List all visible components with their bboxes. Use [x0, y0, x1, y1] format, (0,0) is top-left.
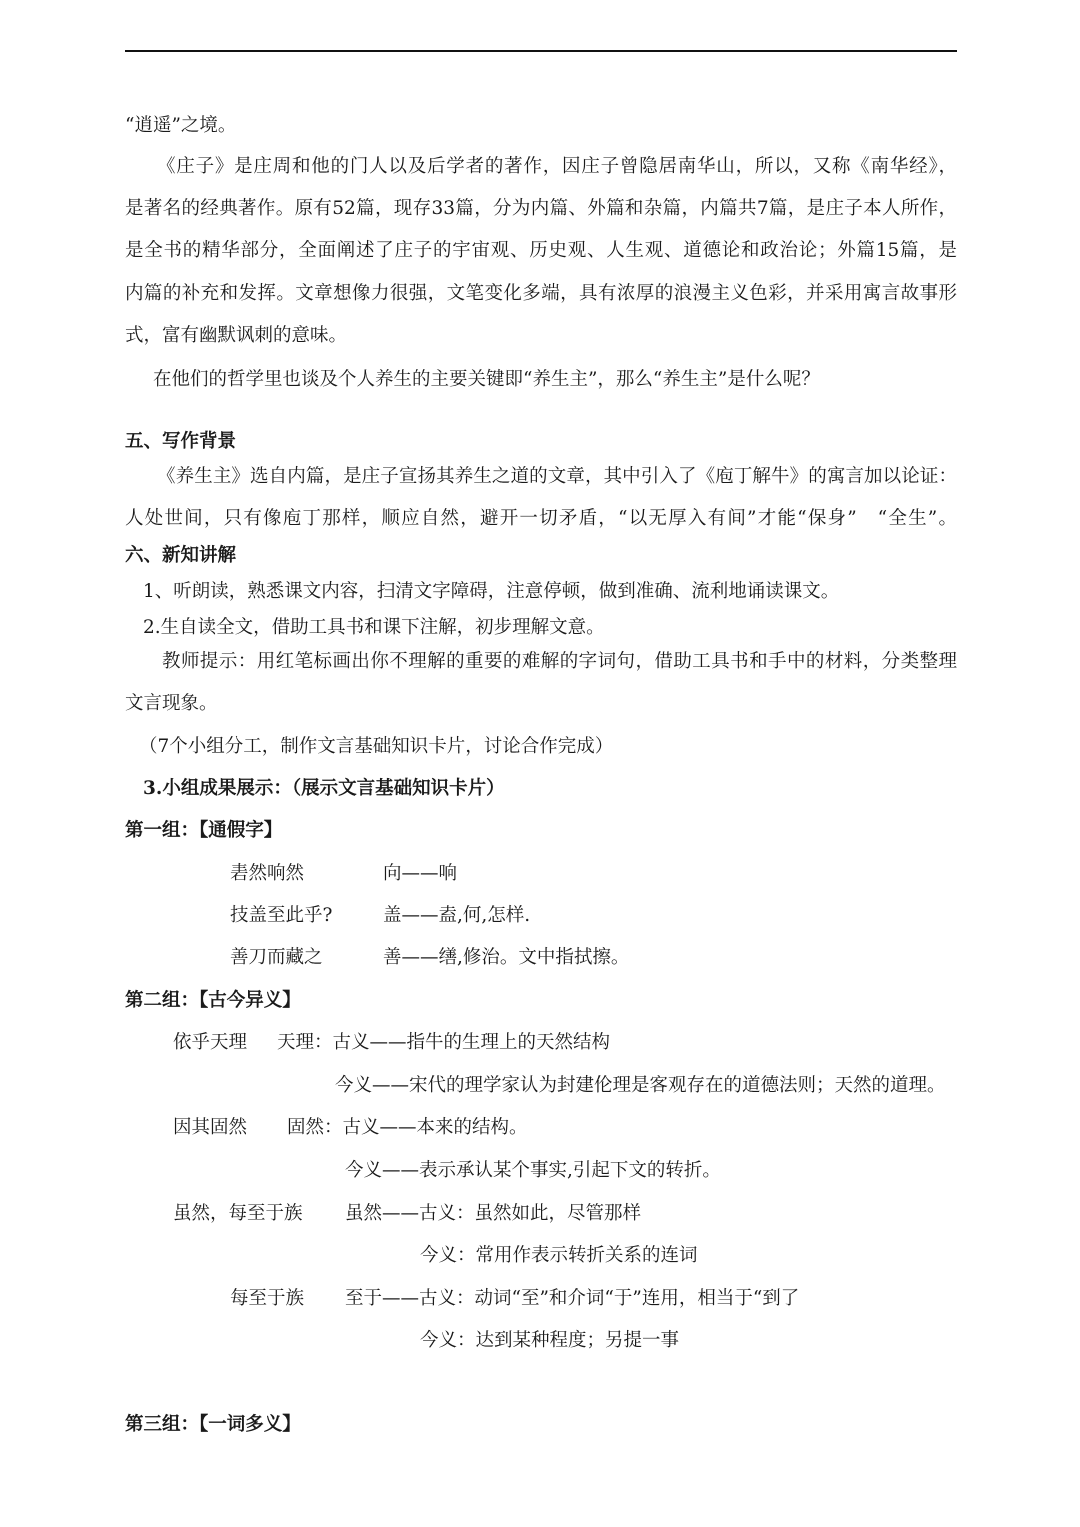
section5-heading: 五、写作背景 — [125, 431, 237, 452]
group2-term: 因其固然 — [173, 1117, 248, 1138]
intro-question: 在他们的哲学里也谈及个人养生的主要关键即“养生主”，那么“养生主”是什么呢？ — [153, 369, 820, 390]
group2-term: 依乎天理 — [173, 1032, 248, 1053]
section5-line: 人处世间，只有像庖丁那样，顺应自然，避开一切矛盾，“以无厚入有间”才能“保身” “全生”。 — [125, 508, 957, 529]
intro-paragraph-line: 《庄子》是庄周和他的门人以及后学者的著作，因庄子曾隐居南华山，所以，又称《南华经》， — [157, 156, 957, 177]
group1-definition: 盖——盍,何,怎样. — [383, 905, 531, 926]
intro-paragraph-line: 式，富有幽默讽刺的意味。 — [125, 325, 348, 346]
group1-definition: 向——响 — [383, 863, 458, 884]
group2-heading: 第二组：【古今异义】 — [125, 990, 301, 1011]
teacher-tip-line: 文言现象。 — [125, 693, 218, 714]
group2-ancient-meaning: 至于——古义：动词“至”和介词“于”连用，相当于“到了 — [345, 1288, 800, 1309]
group1-definition: 善——缮,修治。文中指拭擦。 — [383, 947, 630, 968]
group1-term: 技盖至此乎? — [230, 905, 333, 926]
group1-term: 砉然响然 — [230, 863, 305, 884]
teacher-tip-line: 教师提示：用红笔标画出你不理解的重要的难解的字词句，借助工具书和手中的材料，分类整理 — [162, 651, 957, 672]
section6-item3: 3.小组成果展示：（展示文言基础知识卡片） — [143, 778, 505, 799]
intro-paragraph-line: 内篇的补充和发挥。文章想像力很强，文笔变化多端，具有浓厚的浪漫主义色彩，并采用寓言故事形 — [125, 283, 957, 304]
section6-item1: 1、听朗读，熟悉课文内容，扫清文字障碍，注意停顿，做到准确、流利地诵读课文。 — [143, 581, 840, 602]
intro-line: “逍遥”之境。 — [125, 115, 237, 136]
section6-heading: 六、新知讲解 — [125, 545, 237, 566]
group2-modern-meaning: 今义：常用作表示转折关系的连词 — [420, 1245, 698, 1266]
group2-modern-meaning: 今义——表示承认某个事实,引起下文的转折。 — [345, 1160, 721, 1181]
group2-term: 虽然，每至于族 — [173, 1203, 303, 1224]
group2-ancient-meaning: 固然：古义——本来的结构。 — [287, 1117, 528, 1138]
section6-item2: 2.生自读全文，借助工具书和课下注解，初步理解文意。 — [143, 617, 605, 638]
group2-term: 每至于族 — [230, 1288, 305, 1309]
intro-paragraph-line: 是全书的精华部分，全面阐述了庄子的宇宙观、历史观、人生观、道德论和政治论；外篇15篇，是 — [125, 240, 957, 261]
group-note: （7个小组分工，制作文言基础知识卡片，讨论合作完成） — [139, 736, 614, 757]
group1-term: 善刀而藏之 — [230, 947, 323, 968]
group2-ancient-meaning: 虽然——古义：虽然如此，尽管那样 — [345, 1203, 642, 1224]
group2-ancient-meaning: 天理：古义——指牛的生理上的天然结构 — [277, 1032, 611, 1053]
group1-heading: 第一组：【通假字】 — [125, 820, 283, 841]
group2-modern-meaning: 今义：达到某种程度；另提一事 — [420, 1330, 680, 1351]
intro-paragraph-line: 是著名的经典著作。原有52篇，现存33篇，分为内篇、外篇和杂篇，内篇共7篇，是庄子本人所作， — [125, 198, 957, 219]
header-rule — [125, 50, 957, 52]
group2-modern-meaning: 今义——宋代的理学家认为封建伦理是客观存在的道德法则；天然的道理。 — [335, 1075, 946, 1096]
section5-line: 《养生主》选自内篇，是庄子宣扬其养生之道的文章，其中引入了《庖丁解牛》的寓言加以论证： — [157, 466, 957, 487]
group3-heading: 第三组：【一词多义】 — [125, 1414, 301, 1435]
